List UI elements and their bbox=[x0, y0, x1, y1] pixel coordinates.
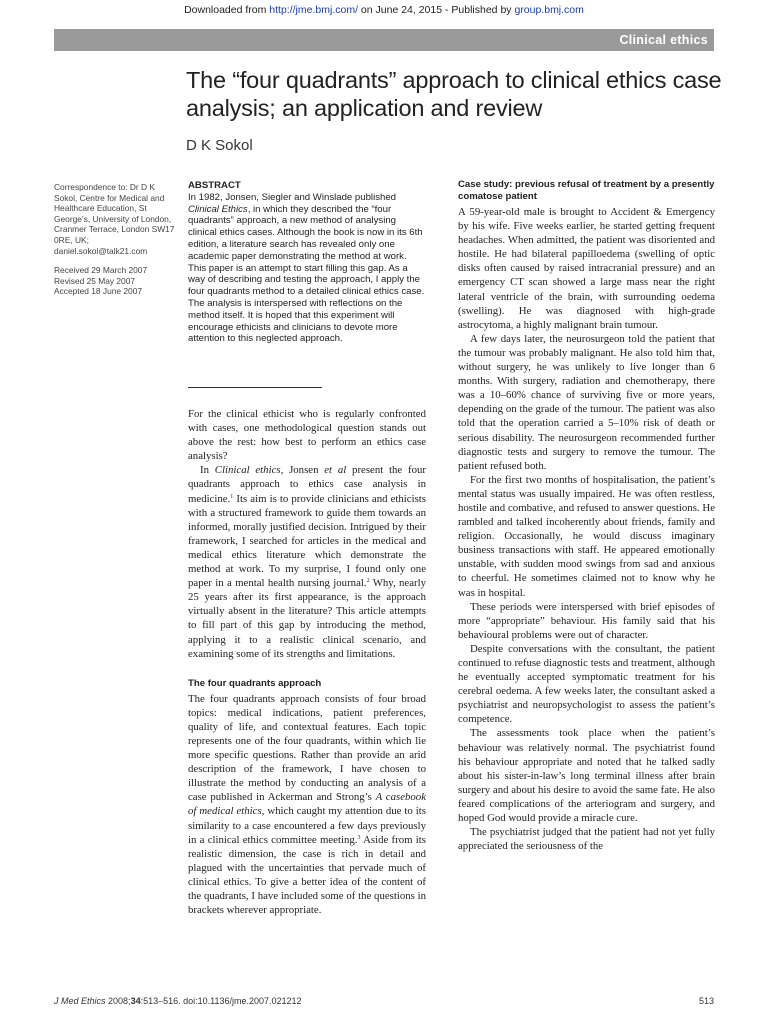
case-paragraph: These periods were interspersed with brief episodes of more “appropriate” behaviour. His family said that his behavioural problems were out of character. bbox=[458, 600, 715, 641]
case-paragraph: The psychiatrist judged that the patient had not yet fully appreciated the seriousness of the bbox=[458, 826, 715, 853]
abstract-text-rest: , in which they described the “four quadrants” approach, a new method of analysing clinical ethics cases. Although the book is now in its 6th edition, a literature search has revealed only one academic paper demonstrating the method at work. This paper is an attempt to start filling this gap. As a way of describing and testing the approach, I apply the four quadrants method to a detailed clinical ethics case. The analysis is interspersed with reflections on the method itself. It is hoped that this experiment will encourage ethicists and clinicians to devote more attention to this neglected approach. bbox=[188, 203, 425, 345]
case-paragraph: For the first two months of hospitalisation, the patient’s mental status was usually impaired. He was often restless, hostile and combative, and refused to answer questions. He rambled and talked incoherently about friends, family and religion. Occasionally, he would discuss imaginary business transactions with staff. He appeared emotionally unstable, with sudden mood swings from sad and anxious to cheerful. He sometimes claimed not to know why he was in hospital. bbox=[458, 473, 715, 599]
publisher-link[interactable]: group.bmj.com bbox=[514, 4, 584, 16]
citation-volume: 34 bbox=[130, 996, 141, 1006]
text-run: In bbox=[200, 464, 215, 477]
journal-abbrev: J Med Ethics bbox=[54, 996, 106, 1006]
text-run: Aside from its realistic dimension, the case is rich in detail and plagued with the uncertainties that pervade much of clinical ethics. To give a better idea of the content of the quadrants, I have included some of the questions in brackets wherever appropriate. bbox=[188, 833, 426, 917]
abstract-book-title: Clinical Ethics bbox=[188, 203, 248, 215]
correspondence-sidebar bbox=[54, 182, 179, 297]
four-quadrants-heading: The four quadrants approach bbox=[188, 677, 322, 689]
four-quadrants-paragraph bbox=[188, 692, 426, 918]
citation-year: 2008; bbox=[105, 996, 131, 1006]
left-column bbox=[188, 407, 426, 917]
article-title: The “four quadrants” approach to clinical ethics case analysis; an application and review bbox=[186, 67, 722, 121]
section-band bbox=[54, 29, 714, 51]
case-paragraph: A 59-year-old male is brought to Accident & Emergency by his wife. Five weeks earlier, he started getting frequent headaches. When admitted, the patient was disoriented and hostile. He had bilateral papilloedema (swelling of optic disks often caused by raised intracranial pressure) and an emergency CT scan showed a large mass near the right lateral ventricle of the brain, with surrounding oedema (swelling). He was diagnosed with high-grade astrocytoma, a highly malignant brain tumour. bbox=[458, 206, 715, 331]
download-middle: on June 24, 2015 - Published by bbox=[360, 4, 512, 16]
abstract bbox=[188, 180, 426, 345]
right-column bbox=[458, 179, 715, 853]
case-paragraph: A few days later, the neurosurgeon told the patient that the tumour was probably malignant. He also told him that, without surgery, he was unlikely to live longer than 6 months. With surgery, radiation and chemotherapy, there was a 10–60% chance of surviving five or more years, depending on the grade of the tumour. The patient was also told that the operation carried a 5–10% risk of death or serious disability. The neurosurgeon recommended further diagnostic tests and surgery to remove the tumour. The patient refused both. bbox=[458, 332, 715, 472]
case-study-heading: Case study: previous refusal of treatment by a presently comatose patient bbox=[458, 179, 715, 202]
reference-1[interactable]: 1 bbox=[230, 493, 234, 500]
footer-citation bbox=[54, 996, 302, 1006]
download-prefix: Downloaded from bbox=[184, 4, 267, 16]
book-title: Clinical ethics bbox=[214, 464, 281, 477]
correspondence-address: Correspondence to: Dr D K Sokol, Centre for Medical and Healthcare Education, St George’s, University of London, Cranmer Terrace, London SW17 0RE, UK; daniel.sokol@talk21.com bbox=[54, 182, 175, 256]
section-label: Clinical ethics bbox=[619, 33, 708, 47]
et-al: et al bbox=[324, 464, 347, 477]
download-notice bbox=[0, 4, 768, 16]
page-footer bbox=[54, 996, 714, 1006]
abstract-heading: ABSTRACT bbox=[188, 180, 241, 191]
case-paragraph: Despite conversations with the consultant, the patient continued to refuse diagnostic tests and treatment, although he eventually accepted symptomatic treatment for his cerebral oedema. A few weeks later, the consultant asked a psychiatrist and neuropsychologist to assess the patient’s competence. bbox=[458, 642, 715, 726]
context-paragraph bbox=[188, 463, 426, 660]
text-run: The four quadrants approach consists of four broad topics: medical indications, patient preferences, quality of life, and contextual features. Each topic represents one of the four quadrants, within which lie more specific questions. Rather than provide an arid description of the framework, I have chosen to illustrate the method by conducting an analysis of a case published in Ackerman and Strong’s bbox=[188, 692, 426, 804]
reference-3[interactable]: 3 bbox=[357, 834, 361, 841]
revised-date: Revised 25 May 2007 bbox=[54, 275, 136, 286]
casebook-title: A casebook of medical ethics bbox=[188, 791, 426, 818]
citation-pages-doi: :513–516. doi:10.1136/jme.2007.021212 bbox=[140, 996, 302, 1006]
abstract-body bbox=[188, 192, 426, 345]
text-run: Why, nearly 25 years after its first appearance, is the approach virtually absent in the literature? This article attempts to fill part of this gap by introducing the method, applying it to a realistic clinical scenario, and examining some of its strengths and limitations. bbox=[188, 577, 427, 660]
abstract-text-start: In 1982, Jonsen, Siegler and Winslade published bbox=[188, 191, 397, 203]
article-dates bbox=[54, 265, 179, 297]
case-paragraph: The assessments took place when the patient’s behaviour was relatively normal. The psychiatrist found his behaviour appropriate and noted that he talked sadly about his sister-in-law’s long terminal illness after brain surgery and about his desire to avoid the same fate. He also feared complications of the arteriogram and surgery, and hoped God would provide a miracle cure. bbox=[458, 727, 715, 825]
page-number: 513 bbox=[698, 996, 714, 1006]
intro-paragraph: For the clinical ethicist who is regularly confronted with cases, one methodological question stands out above the rest: how best to perform an ethics case analysis? bbox=[188, 408, 426, 463]
text-run: present the four quadrants approach to ethics case analysis in medicine. bbox=[188, 464, 426, 505]
author-name: D K Sokol bbox=[186, 137, 253, 154]
journal-site-link[interactable]: http://jme.bmj.com/ bbox=[269, 4, 358, 16]
text-run: , Jonsen bbox=[280, 464, 325, 477]
accepted-date: Accepted 18 June 2007 bbox=[54, 286, 143, 297]
text-run: Its aim is to provide clinicians and ethicists with a structured framework to guide them towards an informed, morally justified decision. Intrigued by their framework, I searched for articles in the medical and medical ethics literature which demonstrate the method at work. To my surprise, I found only one paper in a mental health nursing journal. bbox=[188, 492, 426, 590]
received-date: Received 29 March 2007 bbox=[54, 265, 148, 276]
reference-2[interactable]: 2 bbox=[366, 578, 370, 585]
abstract-divider bbox=[188, 387, 322, 388]
text-run: , which caught my attention due to its similarity to a case encountered a few days previously in a clinical ethics committee meeting. bbox=[188, 805, 426, 846]
